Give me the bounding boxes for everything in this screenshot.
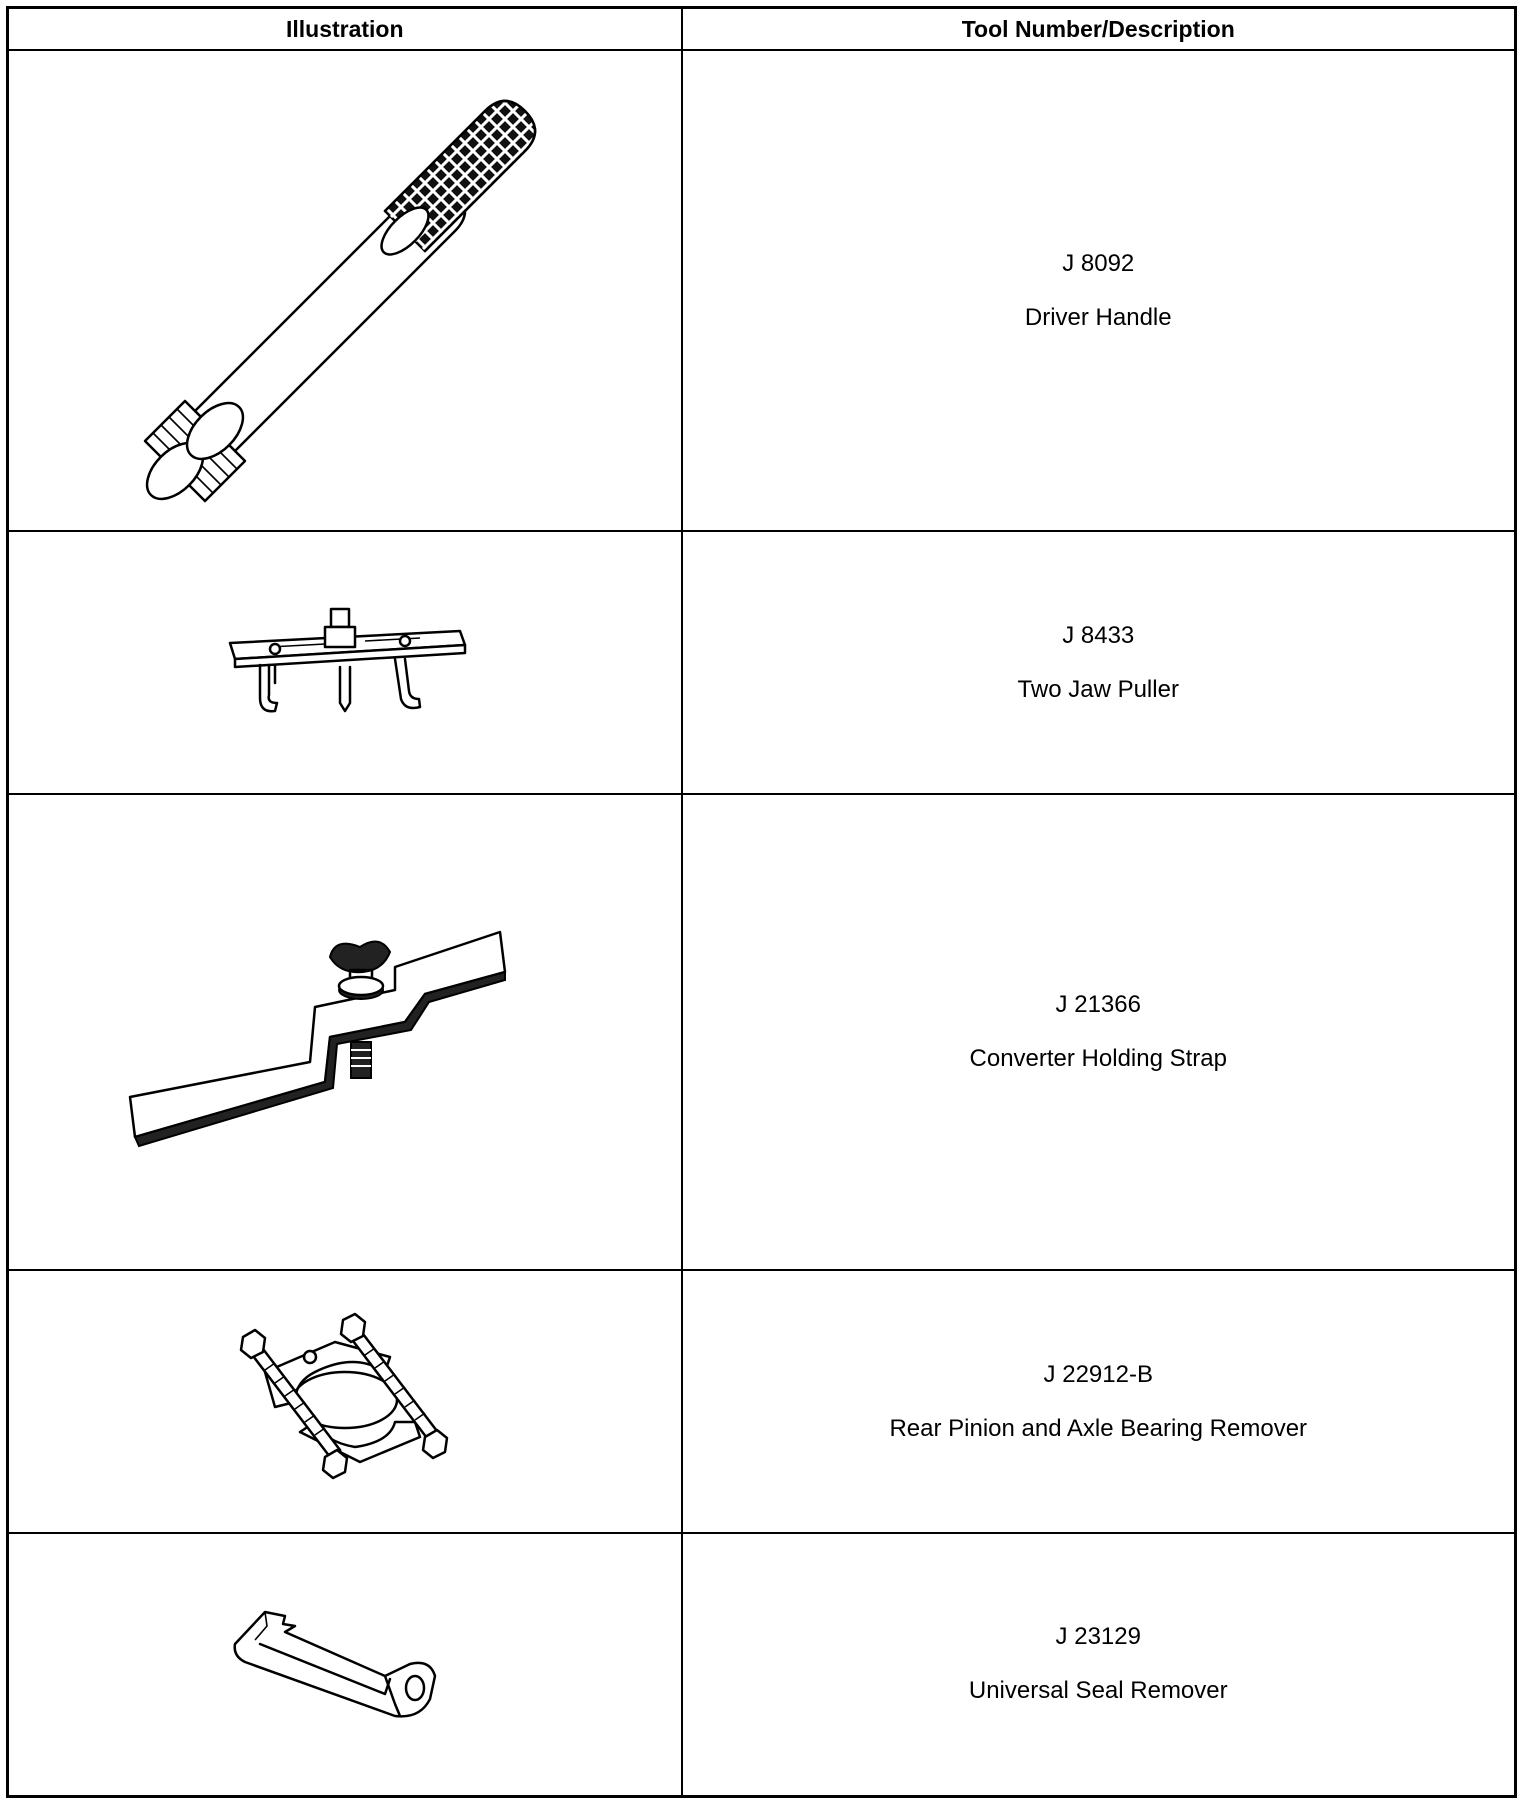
table-header-row [8,8,1516,51]
converter-holding-strap-illustration [125,912,565,1152]
table-row [8,531,1516,794]
tool-number: J 8092 [1062,249,1135,277]
table-row [8,794,1516,1270]
tool-number: J 21366 [1055,991,1141,1018]
tool-name: Universal Seal Remover [968,1677,1228,1705]
tool-name: Driver Handle [1024,303,1172,331]
description-column-header: Tool Number/Description [682,8,1516,51]
illustration-cell [8,1270,682,1533]
description-cell [682,50,1516,531]
table-row [8,1533,1516,1796]
description-cell [682,1270,1516,1533]
tool-name: Converter Holding Strap [969,1045,1227,1072]
illustration-cell [8,1533,682,1796]
table-row [8,1270,1516,1533]
two-jaw-puller-illustration [215,603,475,723]
driver-handle-illustration [105,71,585,511]
illustration-cell [8,531,682,794]
description-cell [682,531,1516,794]
tool-number: J 23129 [1055,1623,1141,1651]
tool-number: J 8433 [1062,621,1135,649]
illustration-column-header: Illustration [8,8,682,51]
tool-name: Two Jaw Puller [1017,675,1179,703]
tool-name: Rear Pinion and Axle Bearing Remover [889,1414,1308,1442]
tool-number: J 22912-B [1043,1360,1153,1388]
illustration-cell [8,50,682,531]
description-cell [682,794,1516,1270]
seal-remover-illustration [225,1604,465,1724]
tool-table [6,6,1517,1798]
illustration-cell [8,794,682,1270]
table-row [8,50,1516,531]
bearing-remover-illustration [225,1312,465,1492]
description-cell [682,1533,1516,1796]
